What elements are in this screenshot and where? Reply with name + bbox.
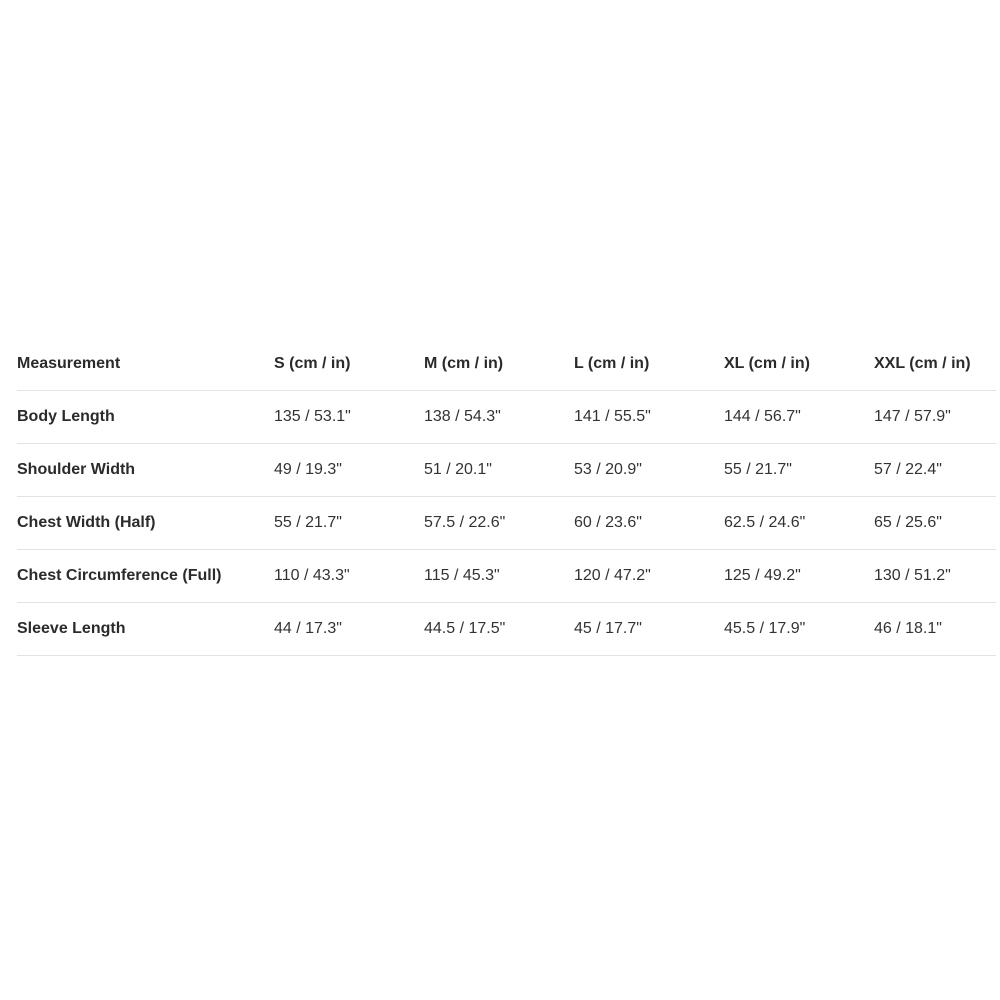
table-cell-m: 51 / 20.1" <box>424 444 574 497</box>
table-row-chest-circumference-full <box>17 550 996 603</box>
table-row-sleeve-length <box>17 603 996 656</box>
table-cell-l: 60 / 23.6" <box>574 497 724 550</box>
row-label: Shoulder Width <box>17 444 274 497</box>
header-size-s: S (cm / in) <box>274 338 424 391</box>
table-cell-l: 45 / 17.7" <box>574 603 724 656</box>
table-cell-xxl: 65 / 25.6" <box>874 497 996 550</box>
header-measurement: Measurement <box>17 338 274 391</box>
row-label: Sleeve Length <box>17 603 274 656</box>
table-cell-xxl: 57 / 22.4" <box>874 444 996 497</box>
table-cell-s: 135 / 53.1" <box>274 391 424 444</box>
header-size-m: M (cm / in) <box>424 338 574 391</box>
table-row-chest-width-half <box>17 497 996 550</box>
table-cell-s: 49 / 19.3" <box>274 444 424 497</box>
table-cell-l: 53 / 20.9" <box>574 444 724 497</box>
table-cell-m: 138 / 54.3" <box>424 391 574 444</box>
row-label: Chest Circumference (Full) <box>17 550 274 603</box>
table-row-body-length <box>17 391 996 444</box>
table-row-shoulder-width <box>17 444 996 497</box>
table-cell-xl: 125 / 49.2" <box>724 550 874 603</box>
row-label: Body Length <box>17 391 274 444</box>
table-cell-m: 115 / 45.3" <box>424 550 574 603</box>
table-cell-xl: 55 / 21.7" <box>724 444 874 497</box>
table-cell-xxl: 147 / 57.9" <box>874 391 996 444</box>
table-cell-s: 44 / 17.3" <box>274 603 424 656</box>
header-size-l: L (cm / in) <box>574 338 724 391</box>
size-chart-table <box>17 338 996 656</box>
header-size-xxl: XXL (cm / in) <box>874 338 996 391</box>
table-cell-xl: 62.5 / 24.6" <box>724 497 874 550</box>
table-cell-xl: 144 / 56.7" <box>724 391 874 444</box>
table-cell-l: 120 / 47.2" <box>574 550 724 603</box>
header-size-xl: XL (cm / in) <box>724 338 874 391</box>
table-cell-s: 110 / 43.3" <box>274 550 424 603</box>
table-cell-m: 57.5 / 22.6" <box>424 497 574 550</box>
table-cell-s: 55 / 21.7" <box>274 497 424 550</box>
table-cell-xl: 45.5 / 17.9" <box>724 603 874 656</box>
table-cell-m: 44.5 / 17.5" <box>424 603 574 656</box>
row-label: Chest Width (Half) <box>17 497 274 550</box>
table-cell-xxl: 46 / 18.1" <box>874 603 996 656</box>
table-cell-xxl: 130 / 51.2" <box>874 550 996 603</box>
table-header-row <box>17 338 996 391</box>
table-cell-l: 141 / 55.5" <box>574 391 724 444</box>
